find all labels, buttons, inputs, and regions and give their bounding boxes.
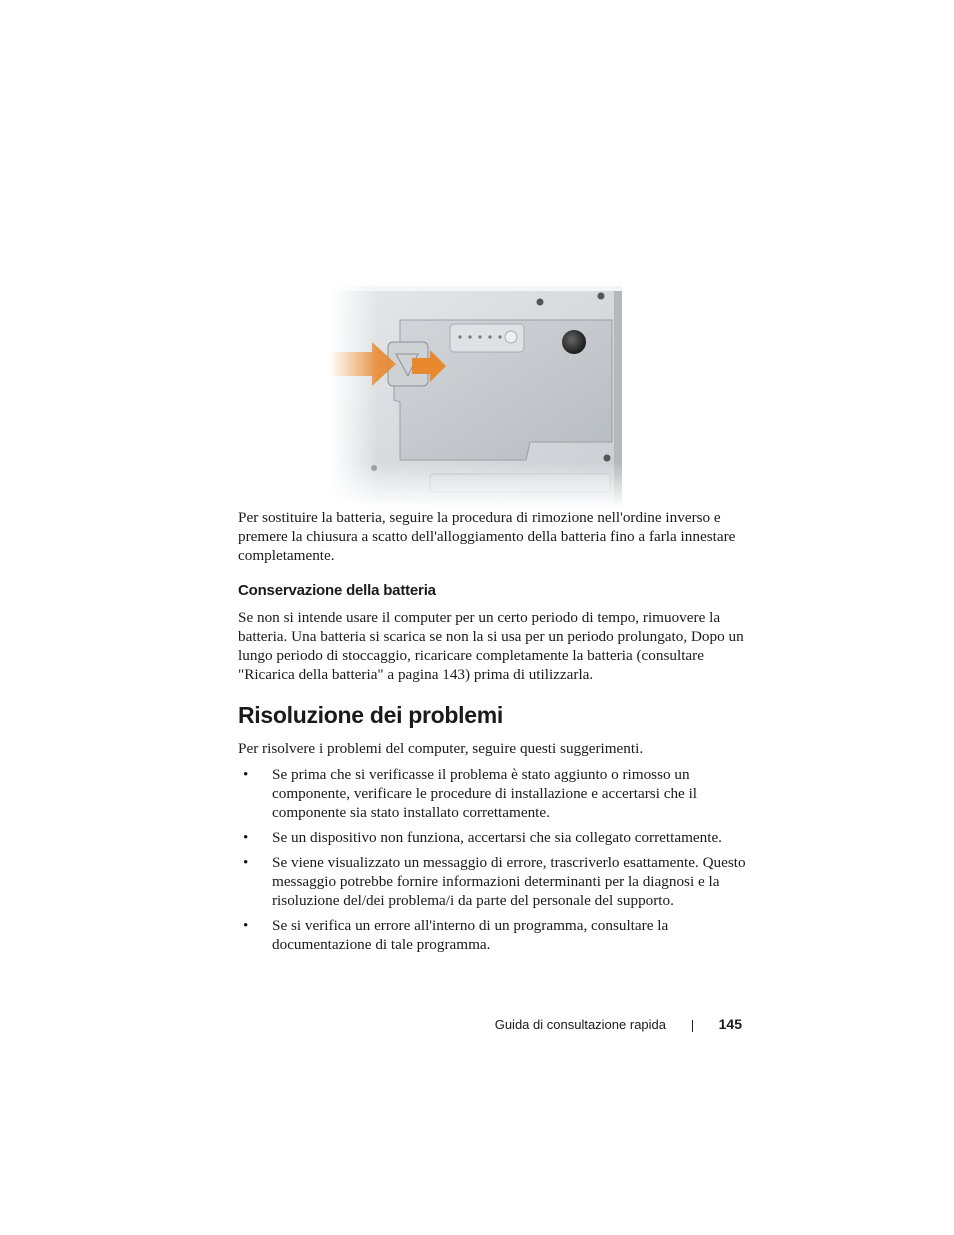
page-number: 145	[718, 1016, 742, 1032]
list-item-text: Se viene visualizzato un messaggio di errore, trascriverlo esattamente. Questo messaggio potrebbe fornire informazioni determinanti per la diagnosi e la risoluzione del/dei problema/i da parte del personale del supporto.	[272, 854, 746, 909]
page-footer	[470, 1015, 742, 1035]
list-item-text: Se un dispositivo non funziona, accertarsi che sia collegato correttamente.	[272, 829, 722, 846]
list-item	[238, 916, 748, 954]
list-item	[238, 765, 748, 822]
list-item	[238, 828, 748, 847]
battery-latch-figure	[330, 282, 630, 507]
replace-battery-paragraph: Per sostituire la batteria, seguire la procedura di rimozione nell'ordine inverso e premere la chiusura a scatto dell'alloggiamento della batteria fino a farla innestare completamente.	[238, 509, 736, 564]
battery-storage-heading: Conservazione della batteria	[238, 582, 436, 599]
list-item-text: Se prima che si verificasse il problema è stato aggiunto o rimosso un componente, verificare le procedure di installazione e accertarsi che il componente sia stato installato correttamente.	[272, 766, 698, 821]
battery-storage-paragraph: Se non si intende usare il computer per un certo periodo di tempo, rimuovere la batteria. Una batteria si scarica se non la si usa per un periodo prolungato, Dopo un lungo periodo di stoccaggio, ricaricare completamente la batteria (consultare "Ricarica della batteria" a pagina 143) prima di utilizzarla.	[238, 609, 744, 683]
list-item-text: Se si verifica un errore all'interno di un programma, consultare la documentazione di tale programma.	[272, 917, 669, 953]
battery-release-latch-illustration	[330, 282, 630, 507]
troubleshooting-heading: Risoluzione dei problemi	[238, 702, 503, 728]
troubleshooting-intro: Per risolvere i problemi del computer, seguire questi suggerimenti.	[238, 740, 644, 757]
footer-divider	[692, 1020, 693, 1032]
troubleshooting-tips-list	[238, 765, 748, 960]
bullet-marker: •	[243, 854, 249, 871]
footer-guide-title: Guida di consultazione rapida	[494, 1017, 666, 1032]
bullet-marker: •	[243, 766, 249, 783]
bullet-marker: •	[243, 829, 249, 846]
list-item	[238, 853, 748, 910]
bullet-marker: •	[243, 917, 249, 934]
